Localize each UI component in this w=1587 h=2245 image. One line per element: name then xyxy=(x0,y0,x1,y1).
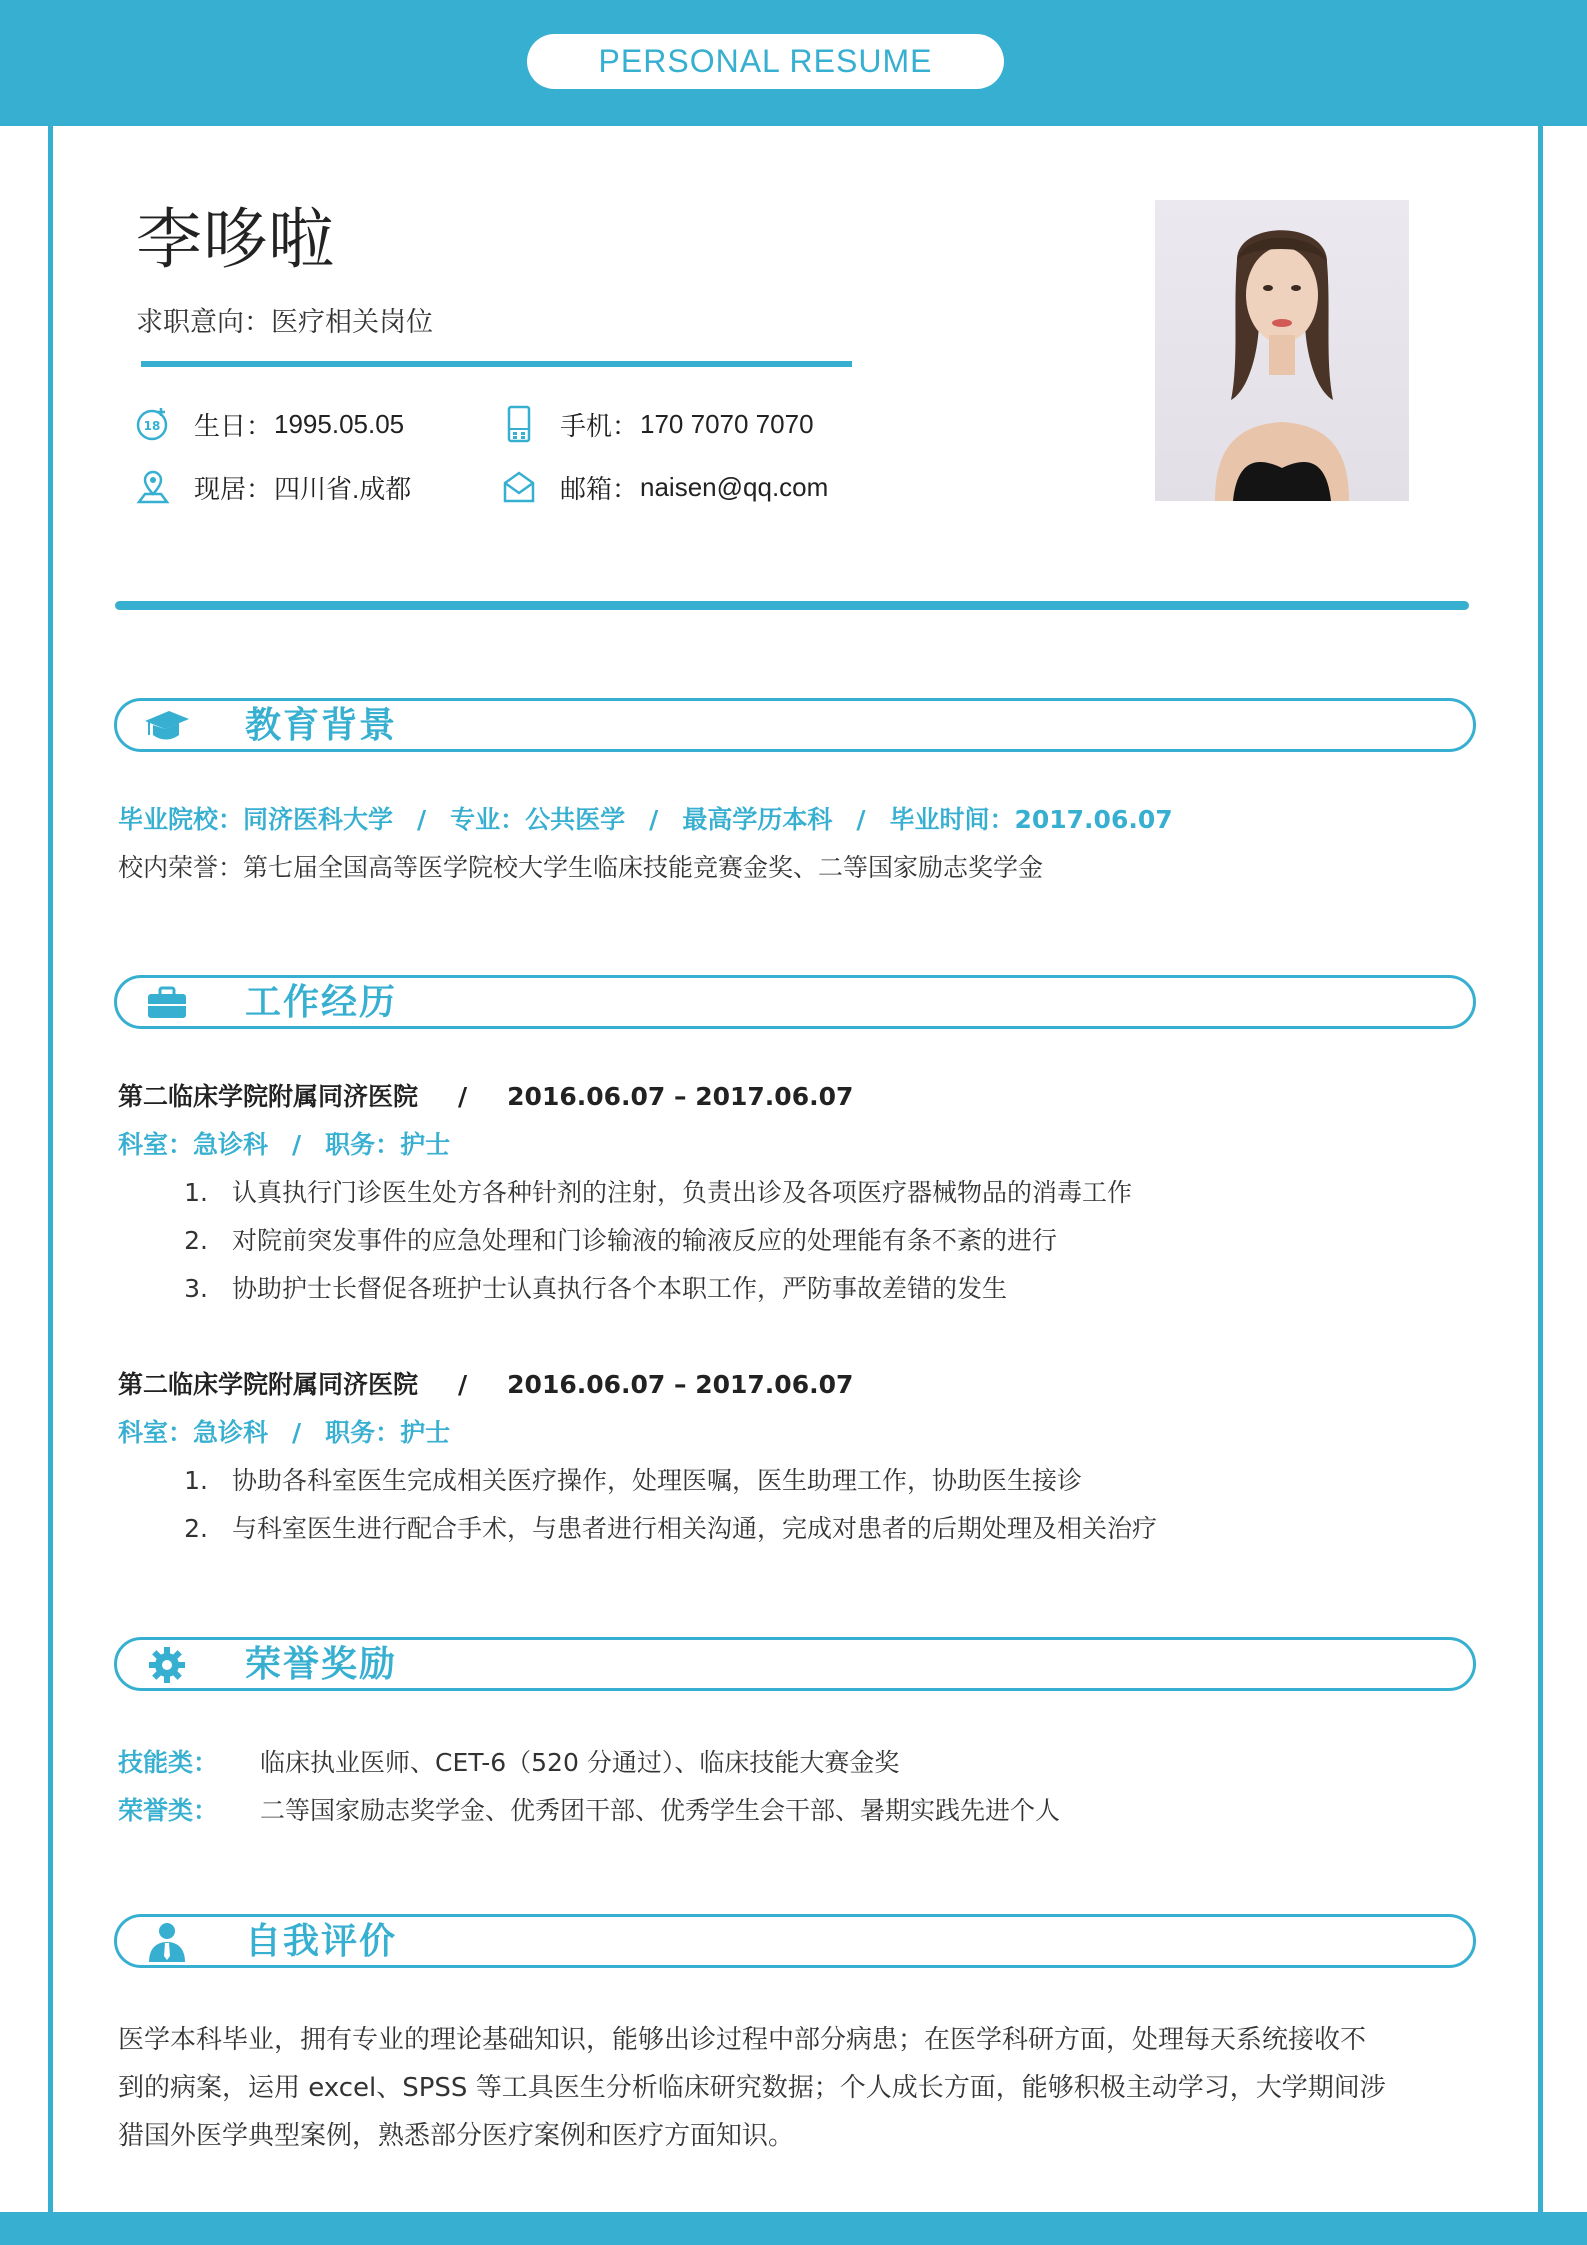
list-text: 认真执行门诊医生处方各种针剂的注射，负责出诊及各项医疗器械物品的消毒工作 xyxy=(232,1178,1133,1207)
school-honors-value: 第七届全国高等医学院校大学生临床技能竞赛金奖、二等国家励志奖学金 xyxy=(243,853,1044,882)
separator: / xyxy=(458,1082,468,1111)
job-2-dept: 科室：急诊科 xyxy=(118,1418,269,1447)
separator: / xyxy=(292,1130,302,1159)
work-header xyxy=(114,975,1476,1029)
list-number: 1. xyxy=(184,1178,208,1207)
self-eval-text xyxy=(118,2016,1468,2160)
honor-awards xyxy=(118,1793,1060,1829)
resume-title: PERSONAL RESUME xyxy=(527,34,1004,89)
age-18-icon xyxy=(134,405,172,443)
svg-text:18: 18 xyxy=(143,419,161,433)
job-1-period: 2016.06.07 – 2017.06.07 xyxy=(507,1082,854,1111)
right-border xyxy=(1538,126,1543,2212)
skill-awards xyxy=(118,1745,899,1781)
self-eval-line: 到的病案，运用 excel、SPSS 等工具医生分析临床研究数据；个人成长方面，能够积极主动学习，大学期间涉 xyxy=(118,2073,1386,2103)
job-1-dept: 科室：急诊科 xyxy=(118,1130,269,1159)
job-2-header xyxy=(118,1367,853,1403)
separator: / xyxy=(292,1418,302,1447)
self-eval-line: 医学本科毕业，拥有专业的理论基础知识，能够出诊过程中部分病患；在医学科研方面，处理每天系统接收不 xyxy=(118,2025,1367,2055)
job-1-position: 职务：护士 xyxy=(325,1130,451,1159)
honor-label: 荣誉类： xyxy=(118,1796,219,1825)
list-item xyxy=(162,1511,1157,1547)
honor-value: 二等国家励志奖学金、优秀团干部、优秀学生会干部、暑期实践先进个人 xyxy=(260,1796,1061,1825)
email-label: 邮箱： xyxy=(560,474,639,505)
self-eval-title: 自我评价 xyxy=(245,1921,398,1962)
list-number: 2. xyxy=(184,1226,208,1255)
job-intent-value: 医疗相关岗位 xyxy=(271,307,433,338)
separator: / xyxy=(856,805,866,834)
birthday-label: 生日： xyxy=(194,411,273,442)
school: 毕业院校：同济医科大学 xyxy=(118,805,394,834)
phone-value: 170 7070 7070 xyxy=(640,408,814,439)
separator: / xyxy=(417,805,427,834)
degree: 最高学历本科 xyxy=(682,805,833,834)
skill-value: 临床执业医师、CET-6（520 分通过）、临床技能大赛金奖 xyxy=(260,1748,900,1777)
graduation-cap-icon xyxy=(143,707,191,745)
job-intent-label: 求职意向： xyxy=(136,307,271,338)
education-summary xyxy=(118,802,1173,838)
candidate-name: 李哆啦 xyxy=(136,201,334,278)
list-text: 协助护士长督促各班护士认真执行各个本职工作，严防事故差错的发生 xyxy=(232,1274,1008,1303)
list-number: 3. xyxy=(184,1274,208,1303)
list-number: 2. xyxy=(184,1514,208,1543)
graduation-date: 毕业时间：2017.06.07 xyxy=(889,805,1173,834)
skill-label: 技能类： xyxy=(118,1748,219,1777)
list-text: 与科室医生进行配合手术，与患者进行相关沟通，完成对患者的后期处理及相关治疗 xyxy=(232,1514,1158,1543)
work-title: 工作经历 xyxy=(245,982,398,1023)
separator: / xyxy=(649,805,659,834)
school-honors xyxy=(118,850,1043,886)
briefcase-icon xyxy=(143,984,191,1022)
list-item xyxy=(162,1175,1132,1211)
education-header xyxy=(114,698,1476,752)
list-item xyxy=(162,1463,1082,1499)
job-1-role xyxy=(118,1127,450,1163)
job-1-org: 第二临床学院附属同济医院 xyxy=(118,1082,419,1111)
major: 专业：公共医学 xyxy=(450,805,626,834)
job-2-period: 2016.06.07 – 2017.06.07 xyxy=(507,1370,854,1399)
person-icon xyxy=(143,1923,191,1961)
job-2-org: 第二临床学院附属同济医院 xyxy=(118,1370,419,1399)
mail-icon xyxy=(500,468,538,506)
job-2-role xyxy=(118,1415,450,1451)
job-1-header xyxy=(118,1079,853,1115)
separator: / xyxy=(458,1370,468,1399)
phone-label: 手机： xyxy=(560,411,639,442)
header-divider xyxy=(115,601,1469,610)
location-pin-icon xyxy=(134,468,172,506)
list-item xyxy=(162,1271,1007,1307)
list-item xyxy=(162,1223,1057,1259)
email-value: naisen@qq.com xyxy=(640,471,829,502)
left-border xyxy=(48,126,53,2212)
self-eval-header xyxy=(114,1914,1476,1968)
bottom-banner xyxy=(0,2212,1587,2245)
name-underline xyxy=(141,361,852,367)
address-value: 四川省.成都 xyxy=(274,473,412,504)
profile-photo xyxy=(1155,200,1409,501)
job-intent xyxy=(136,303,433,343)
phone-row xyxy=(500,402,814,446)
job-2-position: 职务：护士 xyxy=(325,1418,451,1447)
email-row xyxy=(500,465,828,509)
mobile-phone-icon xyxy=(500,405,538,443)
list-text: 对院前突发事件的应急处理和门诊输液的输液反应的处理能有条不紊的进行 xyxy=(232,1226,1058,1255)
school-honors-label: 校内荣誉： xyxy=(118,853,244,882)
birthday-value: 1995.05.05 xyxy=(274,408,405,439)
self-eval-line: 猎国外医学典型案例，熟悉部分医疗案例和医疗方面知识。 xyxy=(118,2121,795,2151)
birthday-row xyxy=(134,402,404,446)
education-title: 教育背景 xyxy=(245,705,398,746)
list-text: 协助各科室医生完成相关医疗操作，处理医嘱，医生助理工作，协助医生接诊 xyxy=(232,1466,1083,1495)
gear-icon xyxy=(143,1646,191,1684)
awards-title: 荣誉奖励 xyxy=(245,1644,398,1685)
address-row xyxy=(134,465,411,509)
awards-header xyxy=(114,1637,1476,1691)
list-number: 1. xyxy=(184,1466,208,1495)
address-label: 现居： xyxy=(194,474,273,505)
